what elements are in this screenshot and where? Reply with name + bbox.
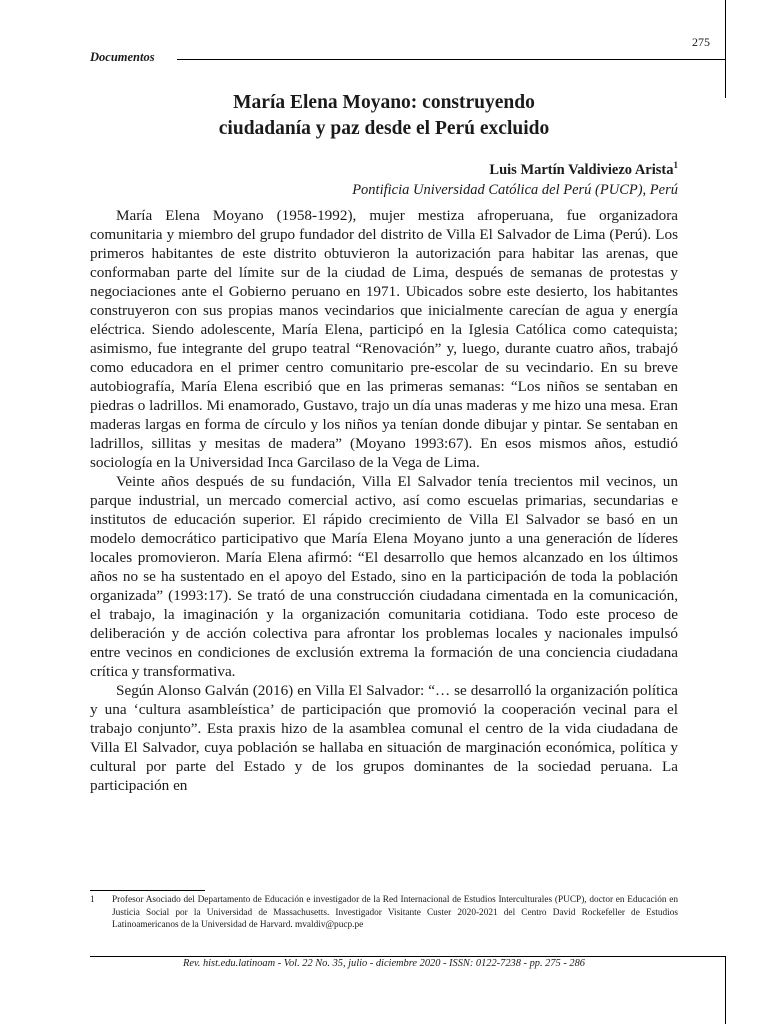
header-rule — [177, 59, 725, 60]
paragraph-2: Veinte años después de su fundación, Villa El Salvador tenía trecientos mil vecinos, un parque industrial, un mercado comercial activo, así como escuelas primarias, secundarias e institutos de educación superior. El rápido crecimiento de Villa El Salvador se basó en un modelo democrático participativo que María Elena Moyano junto a una generación de líderes locales promovieron. María Elena afirmó: “El desarrollo que hemos alcanzado en los últimos años no se ha sustentado en el apoyo del Estado, sino en la participación de toda la población organizada” (1993:17). Se trató de una construcción ciudadana cimentada en la comunicación, el trabajo, la imaginación y la organización comunitaria cotidiana. Todo este proceso de deliberación y de acción colectiva para afrontar los problemas locales y nacionales impulsó entre vecinos en condiciones de exclusión extrema la formación de una conciencia ciudadana crítica y transformativa. — [90, 473, 678, 680]
article-title — [90, 90, 678, 142]
paragraph-3: Según Alonso Galván (2016) en Villa El Salvador: “… se desarrolló la organización política y una ‘cultura asambleística’ de participación que promovió la cooperación vecinal para el trabajo conjunto”. Esta praxis hizo de la asamblea comunal el centro de la vida ciudadana de Villa El Salvador, cuya población se hallaba en situación de marginación económica, política y cultural por parte del Estado y de los grupos dominantes de la sociedad peruana. La participación en — [90, 682, 678, 794]
author-line — [90, 160, 678, 180]
crop-mark-top-right — [725, 0, 726, 98]
title-line-1: María Elena Moyano: construyendo — [233, 92, 535, 113]
crop-mark-bottom-right — [725, 956, 726, 1024]
author-footnote-mark: 1 — [673, 160, 678, 171]
paragraph-1: María Elena Moyano (1958-1992), mujer mestiza afroperuana, fue organizadora comunitaria y miembro del grupo fundador del distrito de Villa El Salvador de Lima (Perú). Los primeros habitantes de este distrito obtuvieron la autorización para habitar las arenas, que conformaban parte del límite sur de la ciudad de Lima, después de semanas de protestas y negociaciones ante el Gobierno peruano en 1971. Ubicados sobre este desierto, los habitantes construyeron con sus propias manos vecindarios que inicialmente carecían de agua y energía eléctrica. Siendo adolescente, María Elena, participó en la Iglesia Católica como catequista; asimismo, fue integrante del grupo teatral “Renovación” y, luego, durante cuatro años, trabajó como educadora en el primer centro comunitario pre-escolar de su vecindario. En su breve autobiografía, María Elena escribió que en las primeras semanas: “Los niños se sentaban en piedras o ladrillos. Mi enamorado, Gustavo, trajo un día unas maderas y me hizo una mesa. Eran maderas largas en forma de círculo y los niños ya tenían donde dibujar y pintar. Se sentaban en ladrillos, sillitas y mesitas de madera” (Moyano 1993:67). En esos mismos años, estudió sociología en la Universidad Inca Garcilaso de la Vega de Lima. — [90, 207, 678, 471]
journal-citation: Rev. hist.edu.latinoam - Vol. 22 No. 35, julio - diciembre 2020 - ISSN: 0122-7238 - pp. 275 - 286 — [182, 958, 585, 969]
article-body — [90, 206, 678, 795]
footnote-rule — [90, 890, 205, 891]
title-line-2: ciudadanía y paz desde el Perú excluido — [218, 118, 550, 139]
author-name: Luis Martín Valdiviezo Arista — [489, 162, 674, 178]
author-affiliation: Pontificia Universidad Católica del Perú (PUCP), Perú — [352, 182, 678, 198]
footer-rule — [90, 956, 725, 957]
page-number: 275 — [692, 35, 710, 49]
footnote-number: 1 — [90, 895, 95, 905]
section-label: Documentos — [90, 50, 155, 64]
footnote — [90, 894, 678, 932]
footnote-text: Profesor Asociado del Departamento de Educación e investigador de la Red Internacional de Estudios Interculturales (PUCP), doctor en Educación en Justicia Social por la Universidad de Massachusetts. Investigador Visitante Custer 2020-2021 del Centro David Rockefeller de Estudios Latinoamericanos de la Universidad de Harvard. mvaldiv@pucp.pe — [112, 895, 678, 930]
